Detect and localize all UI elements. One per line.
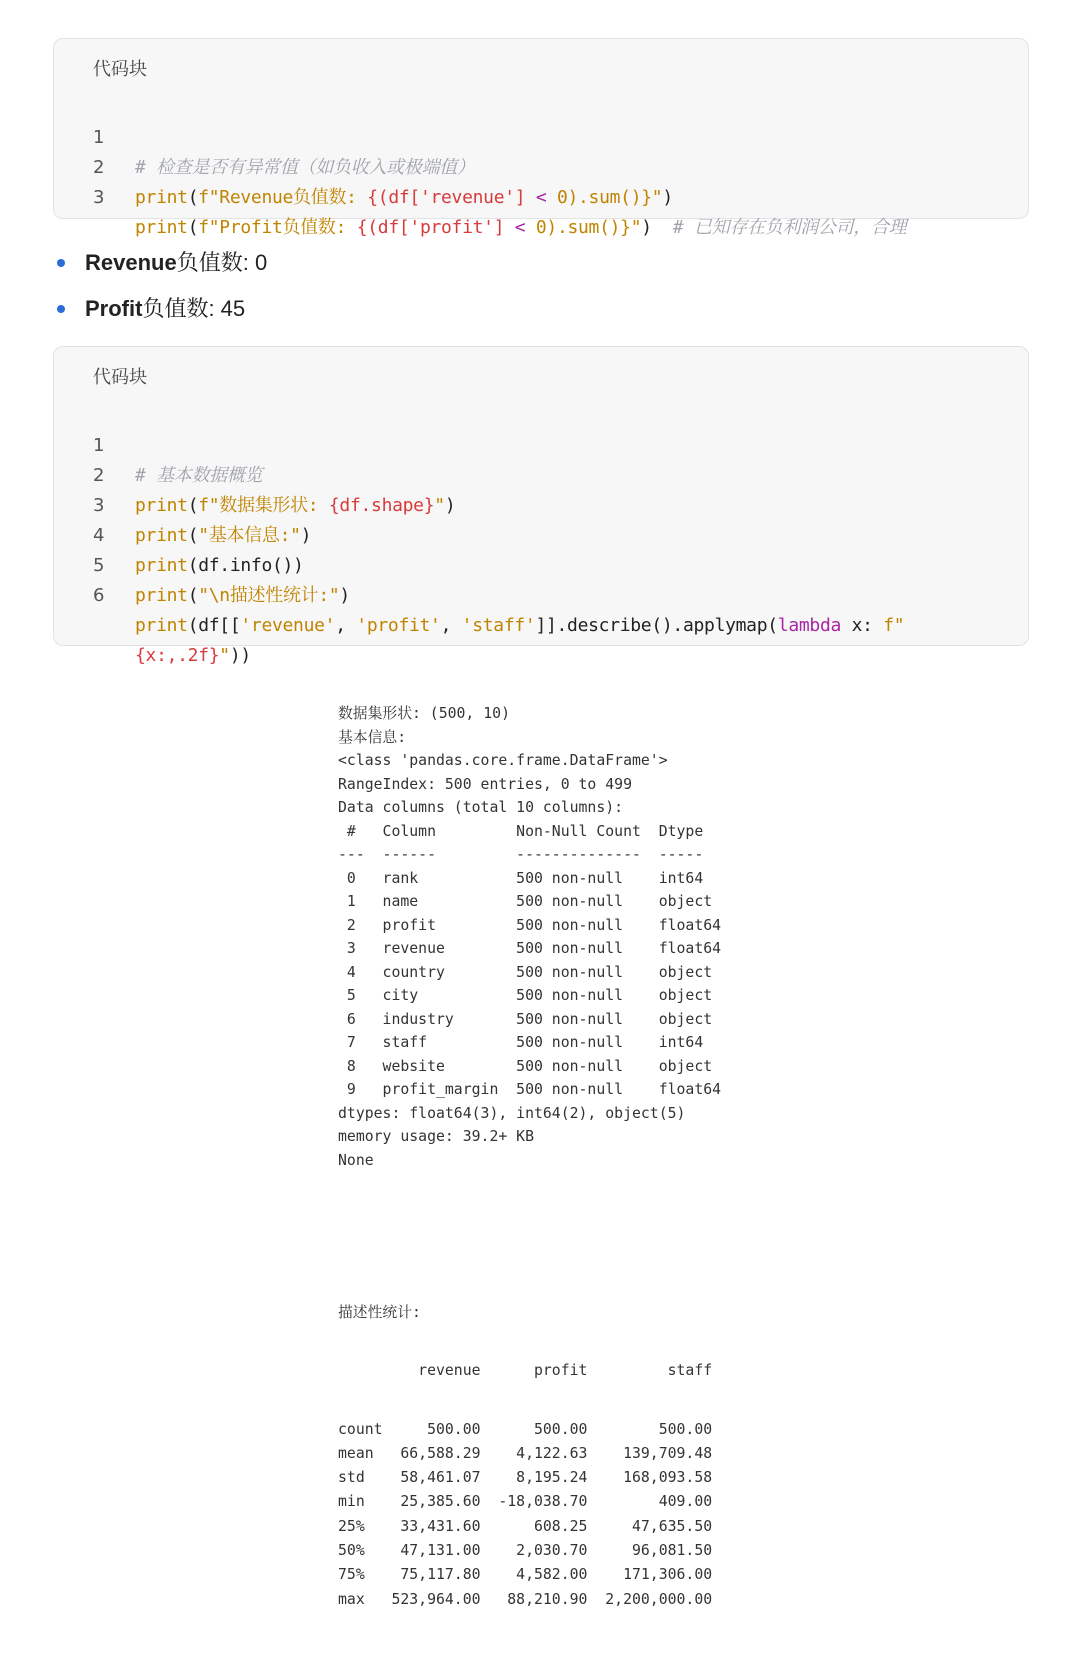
code-token: 'revenue' xyxy=(240,615,336,636)
stats-rows xyxy=(338,1418,768,1612)
code-line-1 xyxy=(54,93,1028,178)
stats-row: std 58,461.07 8,195.24 168,093.58 xyxy=(338,1469,713,1487)
code-token: f"Profit负值数: xyxy=(198,217,357,238)
stats-title: 描述性统计: xyxy=(338,1304,421,1321)
code-token: ) xyxy=(444,495,456,516)
line-number: 3 xyxy=(93,187,105,208)
code-token: x: xyxy=(841,615,884,636)
code-block-header: 代码块 xyxy=(93,367,147,388)
output-line: 4 country 500 non-null object xyxy=(338,963,722,981)
code-token: print xyxy=(135,525,188,546)
code-token: ]].describe().applymap( xyxy=(535,615,778,636)
bullet-text xyxy=(85,286,245,332)
code-token: print xyxy=(135,615,188,636)
code-token: ( xyxy=(187,525,199,546)
code-token: 'profit' xyxy=(409,217,494,238)
code-token: ] xyxy=(514,187,536,208)
stats-row: max 523,964.00 88,210.90 2,200,000.00 xyxy=(338,1590,713,1608)
code-token: f" xyxy=(883,615,905,636)
code-token: < xyxy=(514,217,526,238)
line-number: 1 xyxy=(93,435,105,456)
output-line: 7 staff 500 non-null int64 xyxy=(338,1034,722,1051)
bullet-bold-text: Profit xyxy=(85,296,143,321)
code-text xyxy=(135,611,904,641)
stats-row: count 500.00 500.00 500.00 xyxy=(338,1420,713,1438)
output-line: 1 name 500 non-null object xyxy=(338,893,722,910)
bullet-dot-icon xyxy=(57,305,65,313)
code-token: ) xyxy=(339,585,350,606)
output-line: 基本信息: xyxy=(338,728,407,746)
console-output xyxy=(338,668,768,1663)
bullet-dot-icon xyxy=(57,259,65,267)
output-line: 9 profit_margin 500 non-null float64 xyxy=(338,1081,722,1098)
code-token: print xyxy=(135,585,188,606)
code-token: " xyxy=(434,495,445,516)
stats-row: mean 66,588.29 4,122.63 139,709.48 xyxy=(338,1444,713,1462)
result-bullet-list xyxy=(53,240,953,332)
code-token: print xyxy=(135,495,188,516)
code-token: < xyxy=(535,187,547,208)
code-token: ) xyxy=(300,525,312,546)
bullet-bold-text: Revenue xyxy=(85,250,177,275)
code-token: , xyxy=(335,615,357,636)
output-line: Data columns (total 10 columns): xyxy=(338,799,624,816)
code-token: f"Revenue负值数: xyxy=(198,187,368,208)
output-line: dtypes: float64(3), int64(2), object(5) xyxy=(338,1104,686,1122)
code-token: " xyxy=(219,645,230,666)
line-number: 5 xyxy=(93,555,105,576)
output-line: --- ------ -------------- ----- xyxy=(338,846,722,863)
stats-row: 50% 47,131.00 2,030.70 96,081.50 xyxy=(338,1542,713,1560)
output-line: RangeIndex: 500 entries, 0 to 499 xyxy=(338,775,632,793)
code-token: 0).sum()} xyxy=(525,217,631,238)
code-token: {(df[ xyxy=(367,187,420,208)
output-line: 6 industry 500 non-null object xyxy=(338,1010,722,1028)
output-line: # Column Non-Null Count Dtype xyxy=(338,822,722,840)
code-block-overview xyxy=(53,346,1029,666)
code-token: ] xyxy=(493,217,515,238)
line-number: 2 xyxy=(93,157,105,178)
line-number: 1 xyxy=(93,127,105,148)
line-number: 3 xyxy=(93,495,105,516)
stats-header: revenue profit staff xyxy=(338,1362,713,1380)
output-line: 8 website 500 non-null object xyxy=(338,1057,722,1075)
line-number: 2 xyxy=(93,465,105,486)
code-token: ( xyxy=(187,187,199,208)
output-line: 5 city 500 non-null object xyxy=(338,987,722,1004)
bullet-text xyxy=(85,240,267,286)
code-lines xyxy=(54,93,1028,238)
output-line: 2 profit 500 non-null float64 xyxy=(338,916,722,934)
code-lines xyxy=(54,401,1028,666)
code-text xyxy=(135,213,906,243)
code-token: {df.shape} xyxy=(328,495,435,516)
code-comment: # 已知存在负利润公司，合理 xyxy=(651,217,907,238)
code-token: ( xyxy=(187,217,199,238)
code-line-1 xyxy=(54,401,1028,486)
code-token: " xyxy=(651,187,663,208)
stats-row: 25% 33,431.60 608.25 47,635.50 xyxy=(338,1517,713,1535)
code-token: " xyxy=(630,217,642,238)
line-number: 6 xyxy=(93,585,105,606)
code-token: f"数据集形状: xyxy=(198,495,329,516)
output-line: None xyxy=(338,1151,374,1169)
output-line: memory usage: 39.2+ KB xyxy=(338,1128,534,1145)
output-line: <class 'pandas.core.frame.DataFrame'> xyxy=(338,752,668,769)
code-token: )) xyxy=(229,645,251,666)
list-item xyxy=(53,286,953,332)
code-token: 'staff' xyxy=(461,615,536,636)
code-token: ( xyxy=(187,585,199,606)
code-token: print xyxy=(135,187,188,208)
output-line: 数据集形状: (500, 10) xyxy=(338,705,510,722)
code-text xyxy=(135,641,251,671)
code-token: {x:,.2f} xyxy=(135,645,220,666)
output-line: 3 revenue 500 non-null float64 xyxy=(338,940,722,957)
list-item xyxy=(53,240,953,286)
code-block-anomaly-check xyxy=(53,38,1029,238)
bullet-rest-text: 负值数: 45 xyxy=(142,296,246,321)
code-token: ) xyxy=(641,217,652,238)
code-token: ( xyxy=(187,495,199,516)
code-comment: # 检查是否有异常值（如负收入或极端值） xyxy=(135,157,475,178)
code-token: print xyxy=(135,555,188,576)
describe-output xyxy=(338,1267,768,1646)
code-token: "基本信息:" xyxy=(198,525,301,546)
code-token: 0).sum()} xyxy=(546,187,652,208)
stats-row: 75% 75,117.80 4,582.00 171,306.00 xyxy=(338,1566,713,1584)
code-token: {(df[ xyxy=(356,217,410,238)
code-token: lambda xyxy=(777,615,842,636)
code-block-header: 代码块 xyxy=(93,59,147,80)
line-number: 4 xyxy=(93,525,105,546)
output-line: 0 rank 500 non-null int64 xyxy=(338,869,722,887)
code-token: (df.info()) xyxy=(187,555,304,576)
info-output xyxy=(338,702,768,1172)
code-text xyxy=(135,183,673,213)
code-token: ) xyxy=(662,187,673,208)
code-token: 'profit' xyxy=(356,615,441,636)
code-token: 'revenue' xyxy=(419,187,515,208)
code-token: print xyxy=(135,217,188,238)
code-token: (df[[ xyxy=(187,615,241,636)
code-token: "\n描述性统计:" xyxy=(198,585,340,606)
stats-row: min 25,385.60 -18,038.70 409.00 xyxy=(338,1493,713,1511)
output-gap xyxy=(338,1206,768,1233)
code-token: , xyxy=(440,615,462,636)
bullet-rest-text: 负值数: 0 xyxy=(176,250,268,275)
code-comment: # 基本数据概览 xyxy=(135,465,263,486)
